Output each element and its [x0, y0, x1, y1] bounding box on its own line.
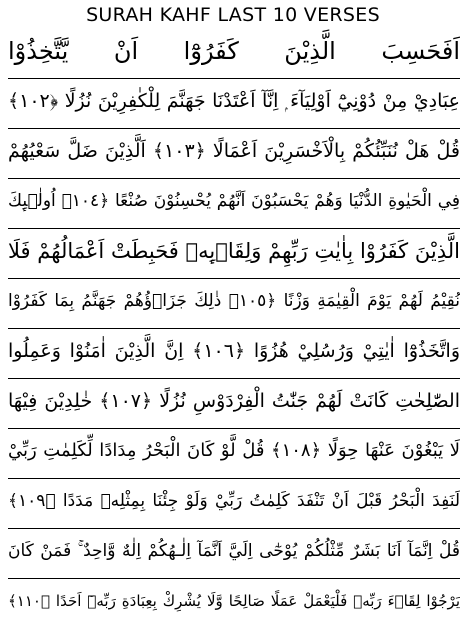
verse-line: قُلْ هَلْ نُنَبِّئُكُمْ بِالْاَخْسَرِيْنَ اَعْمَالًا ﴿١٠٣﴾ اَلَّذِيْنَ ضَلَّ سَعْيُهُمْ [8, 128, 460, 179]
page-title: SURAH KAHF LAST 10 VERSES [86, 4, 380, 26]
verse-line: عِبَادِيْ مِنْ دُوْنِيْٓ اَوْلِيَآءَ ۭ اِنَّآ اَعْتَدْنَا جَهَنَّمَ لِلْكٰفِرِيْنَ نُزُلًا ﴿١٠٢﴾ [8, 78, 460, 129]
verse-line: لَنَفِدَ الْبَحْرُ قَبْلَ اَنْ تَنْفَدَ كَلِمٰتُ رَبِّيْ وَلَوْ جِئْنَا بِمِثْلِهٖ مَدَدًا ﴿١٠٩﴾ [8, 478, 460, 529]
verse-line: اَفَحَسِبَ الَّذِيْنَ كَفَرُوْٓا اَنْ يَّتَّخِذُوْا [8, 28, 460, 79]
verse-line: قُلْ اِنَّمَآ اَنَا بَشَرٌ مِّثْلُكُمْ يُوْحٰٓى اِلَيَّ اَنَّمَآ اِلٰـهُكُمْ اِلٰهٌ وَّاحِدٌ ۚ فَمَنْ كَانَ [8, 528, 460, 579]
verse-line: الصّٰلِحٰتِ كَانَتْ لَهُمْ جَنّٰتُ الْفِرْدَوْسِ نُزُلًا ﴿١٠٧﴾ خٰلِدِيْنَ فِيْهَا [8, 378, 460, 429]
verses-text [8, 28, 460, 634]
verse-line: فِي الْحَيٰوةِ الدُّنْيَا وَهُمْ يَحْسَبُوْنَ اَنَّهُمْ يُحْسِنُوْنَ صُنْعًا ﴿١٠٤﴾ اُولٰۗىِٕكَ [8, 178, 460, 229]
verse-line: وَاتَّخَذُوْٓا اٰيٰتِيْ وَرُسُلِيْ هُزُوًا ﴿١٠٦﴾ اِنَّ الَّذِيْنَ اٰمَنُوْا وَعَمِلُوا [8, 328, 460, 379]
verse-line: الَّذِيْنَ كَفَرُوْا بِاٰيٰتِ رَبِّهِمْ وَلِقَاۗىِٕهٖ فَحَبِطَتْ اَعْمَالُهُمْ فَلَا [8, 228, 460, 279]
verse-line: يَرْجُوْا لِقَاۗءَ رَبِّهٖ فَلْيَعْمَلْ عَمَلًا صَالِحًا وَّلَا يُشْرِكْ بِعِبَادَةِ رَبِّهٖٓ اَحَدًا ﴿١١٠﴾ [8, 592, 460, 610]
verse-line: نُقِيْمُ لَهُمْ يَوْمَ الْقِيٰمَةِ وَزْنًا ﴿١٠٥﴾ ذٰلِكَ جَزَاۗؤُهُمْ جَهَنَّمُ بِمَا كَفَرُوْا [8, 278, 460, 329]
verse-line: لَا يَبْغُوْنَ عَنْهَا حِوَلًا ﴿١٠٨﴾ قُلْ لَّوْ كَانَ الْبَحْرُ مِدَادًا لِّكَلِمٰتِ رَبِّيْ [8, 428, 460, 479]
